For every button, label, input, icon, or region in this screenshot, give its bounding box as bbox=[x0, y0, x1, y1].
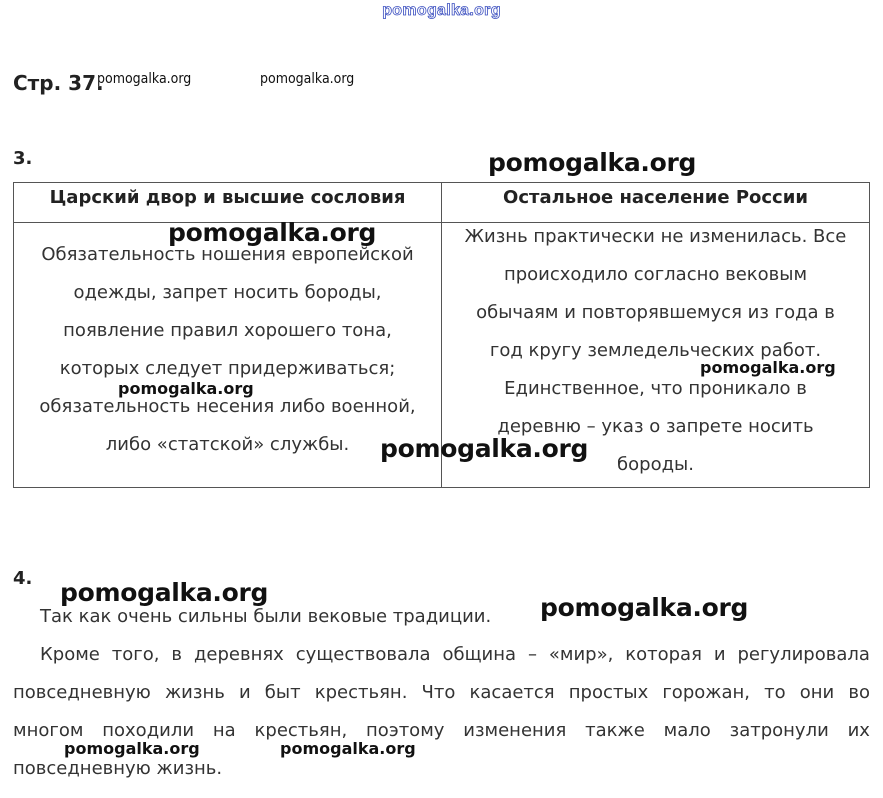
word: крестьян. bbox=[314, 682, 408, 703]
watermark: pomogalka.org bbox=[60, 578, 269, 607]
watermark: pomogalka.org bbox=[700, 358, 836, 377]
cell-text-line: бороды. bbox=[617, 454, 694, 475]
answer-paragraph-2 bbox=[13, 636, 870, 788]
word: мало bbox=[663, 720, 711, 741]
watermark: pomogalka.org bbox=[488, 148, 697, 177]
word: они bbox=[799, 682, 835, 703]
paragraph-line: повседневную жизнь. bbox=[13, 758, 223, 779]
word: быт bbox=[264, 682, 301, 703]
word: жизнь bbox=[164, 682, 225, 703]
word: «мир», bbox=[548, 644, 614, 665]
word: в bbox=[171, 644, 183, 665]
answer-paragraph-1: Так как очень сильны были вековые традиции. bbox=[40, 606, 492, 627]
table-header-left: Царский двор и высшие сословия bbox=[49, 187, 406, 208]
question-number-3: 3. bbox=[13, 148, 33, 169]
cell-text-line: деревню – указ о запрете носить bbox=[497, 416, 814, 437]
word: на bbox=[212, 720, 236, 741]
cell-text-line: Единственное, что проникало в bbox=[504, 378, 807, 399]
cell-text-line: происходило согласно вековым bbox=[503, 264, 808, 285]
word: регулировала bbox=[737, 644, 870, 665]
paragraph-line bbox=[13, 636, 870, 674]
word: крестьян, bbox=[254, 720, 348, 741]
cell-text-line: обычаям и повторявшемуся из года в bbox=[476, 302, 835, 323]
word: то bbox=[764, 682, 786, 703]
word: во bbox=[848, 682, 870, 703]
word: община bbox=[442, 644, 517, 665]
paragraph-line bbox=[13, 674, 870, 712]
word: и bbox=[713, 644, 726, 665]
cell-text-line: которых следует придерживаться; bbox=[59, 358, 396, 379]
word: затронули bbox=[729, 720, 829, 741]
word: их bbox=[847, 720, 870, 741]
cell-text-line: появление правил хорошего тона, bbox=[63, 320, 392, 341]
watermark: pomogalka.org bbox=[118, 379, 254, 398]
watermark: pomogalka.org bbox=[97, 71, 192, 87]
word: простых bbox=[568, 682, 649, 703]
watermark: pomogalka.org bbox=[540, 593, 749, 622]
watermark: pomogalka.org bbox=[168, 218, 377, 247]
site-watermark-header: pomogalka.org bbox=[382, 2, 501, 19]
watermark: pomogalka.org bbox=[64, 739, 200, 758]
table-header-right: Остальное население России bbox=[503, 187, 808, 208]
word: Кроме bbox=[40, 644, 100, 665]
word: повседневную bbox=[13, 682, 151, 703]
word: многом bbox=[13, 720, 84, 741]
watermark: pomogalka.org bbox=[380, 434, 589, 463]
cell-text-line: год кругу земледельческих работ. bbox=[489, 340, 822, 361]
cell-text-line: одежды, запрет носить бороды, bbox=[73, 282, 382, 303]
word: походили bbox=[102, 720, 195, 741]
word: – bbox=[527, 644, 537, 665]
question-number-4: 4. bbox=[13, 568, 33, 589]
cell-text-line: обязательность несения либо военной, bbox=[39, 396, 416, 417]
word: того, bbox=[111, 644, 160, 665]
word: также bbox=[585, 720, 645, 741]
word: касается bbox=[469, 682, 555, 703]
watermark: pomogalka.org bbox=[280, 739, 416, 758]
word: которая bbox=[625, 644, 702, 665]
table-cell-left bbox=[14, 236, 441, 464]
page-label: Стр. 37. bbox=[13, 71, 104, 95]
word: деревнях bbox=[193, 644, 284, 665]
cell-text-line: Обязательность ношения европейской bbox=[41, 244, 414, 265]
word: горожан, bbox=[662, 682, 750, 703]
word: Что bbox=[421, 682, 456, 703]
cell-text-line: либо «статской» службы. bbox=[105, 434, 350, 455]
word: существовала bbox=[295, 644, 431, 665]
word: изменения bbox=[463, 720, 567, 741]
watermark: pomogalka.org bbox=[260, 71, 355, 87]
word: и bbox=[238, 682, 251, 703]
cell-text-line: Жизнь практически не изменилась. Все bbox=[464, 226, 847, 247]
word: поэтому bbox=[366, 720, 445, 741]
